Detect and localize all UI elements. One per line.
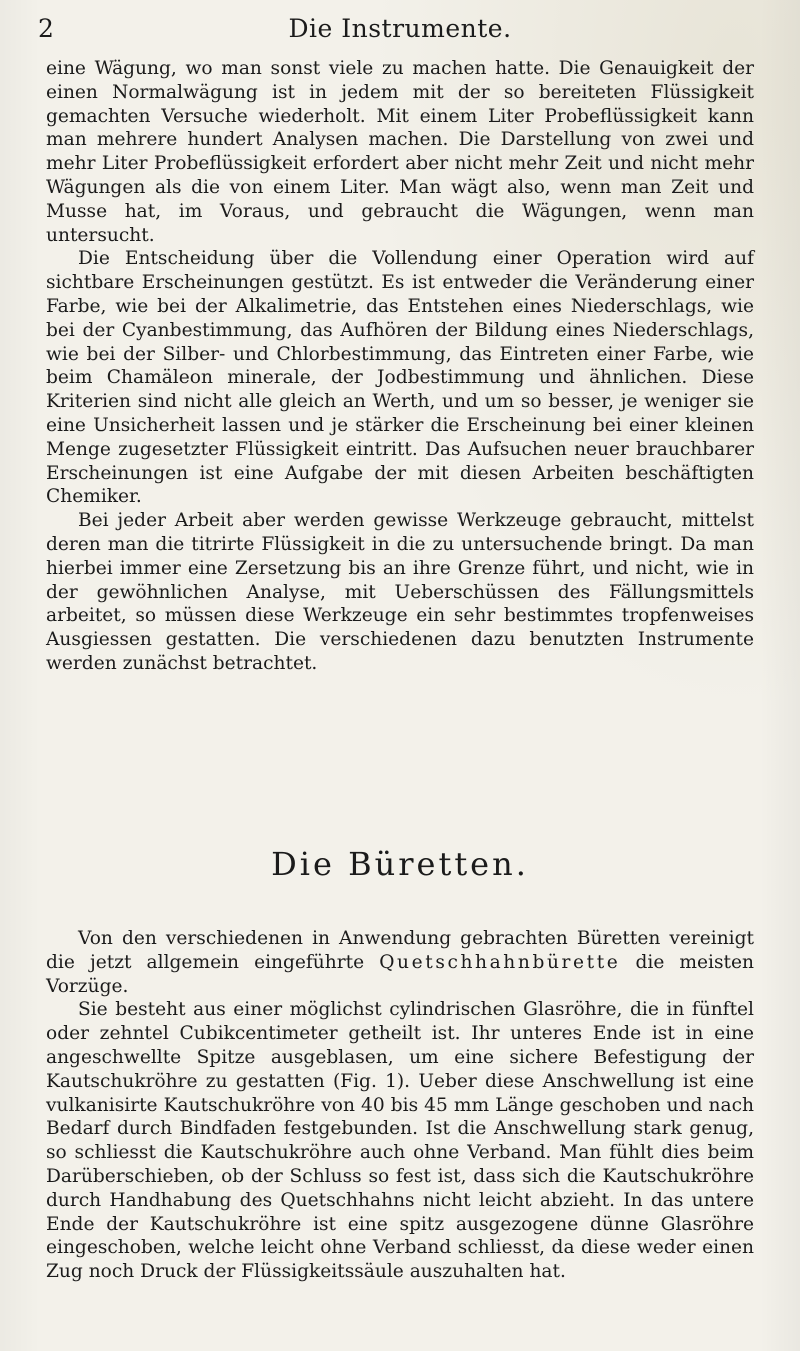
paragraph — [46, 927, 754, 998]
paragraph: Bei jeder Arbeit aber werden gewisse Werkzeuge gebraucht, mittelst deren man die titrirte Flüssigkeit in die zu untersuchende bringt. Da man hierbei immer eine Zersetzung bis an ihre Grenze führt, und nicht, wie in der gewöhnlichen Analyse, mit Ueberschüssen des Fällungsmittels arbeitet, so müssen diese Werkzeuge ein sehr bestimmtes tropfenweises Ausgiessen gestatten. Die verschiedenen dazu benutzten Instrumente werden zunächst betrachtet. — [46, 510, 754, 674]
paragraph: Die Entscheidung über die Vollendung einer Operation wird auf sichtbare Erscheinungen gestützt. Es ist entweder die Veränderung einer Farbe, wie bei der Alkalimetrie, das Entstehen eines Niederschlags, wie bei der Cyanbestimmung, das Aufhören der Bildung eines Niederschlags, wie bei der Silber- und Chlorbestimmung, das Eintreten einer Farbe, wie beim Chamäleon minerale, der Jodbestimmung und ähnlichen. Diese Kriterien sind nicht alle gleich an Werth, und um so besser, je weniger sie eine Unsicherheit lassen und je stärker die Erscheinung bei einer kleinen Menge zugesetzter Flüssigkeit eintritt. Das Aufsuchen neuer brauchbarer Erscheinungen ist eine Aufgabe der mit diesen Arbeiten beschäftigten Chemiker. — [46, 248, 754, 508]
page-number: 2 — [38, 14, 54, 43]
running-head — [38, 14, 762, 44]
bottom-text-block — [46, 927, 754, 1284]
section-heading: Die Büretten. — [271, 845, 529, 883]
paragraph-text: die meisten Vorzüge. — [46, 951, 754, 997]
chapter-title: Die Instrumente. — [288, 14, 512, 43]
emphasized-term: Quetschhahnbürette — [379, 951, 621, 973]
paragraph: eine Wägung, wo man sonst viele zu machen hatte. Die Genauigkeit der einen Normalwägung ist in jedem mit der so bereiteten Flüssigkeit gemachten Versuche wiederholt. Mit einem Liter Probeflüssigkeit kann man mehrere hundert Analysen machen. Die Darstellung von zwei und mehr Liter Probeflüssigkeit erfordert aber nicht mehr Zeit und nicht mehr Wägungen als die von einem Liter. Man wägt also, wenn man Zeit und Musse hat, im Voraus, und gebraucht die Wägungen, wenn man untersucht. — [46, 58, 754, 246]
paragraph: Sie besteht aus einer möglichst cylindrischen Glasröhre, die in fünftel oder zehntel Cubikcentimeter getheilt ist. Ihr unteres Ende ist in eine angeschwellte Spitze ausgeblasen, um eine sichere Befestigung der Kautschukröhre zu gestatten (Fig. 1). Ueber diese Anschwellung ist eine vulkanisirte Kautschukröhre von 40 bis 45 mm Länge geschoben und nach Bedarf durch Bindfaden festgebunden. Ist die Anschwellung stark genug, so schliesst die Kautschukröhre auch ohne Verband. Man fühlt dies beim Darüberschieben, ob der Schluss so fest ist, dass sich die Kautschukröhre durch Handhabung des Quetschhahns nicht leicht abzieht. In das untere Ende der Kautschukröhre ist eine spitz ausgezogene dünne Glasröhre eingeschoben, welche leicht ohne Verband schliesst, da diese weder einen Zug noch Druck der Flüssigkeitssäule auszuhalten hat. — [46, 999, 754, 1283]
top-text-block — [46, 57, 754, 676]
paragraph-text: Von den verschiedenen in Anwendung gebrachten Büretten vereinigt die jetzt allgemein eingeführte — [46, 928, 754, 973]
